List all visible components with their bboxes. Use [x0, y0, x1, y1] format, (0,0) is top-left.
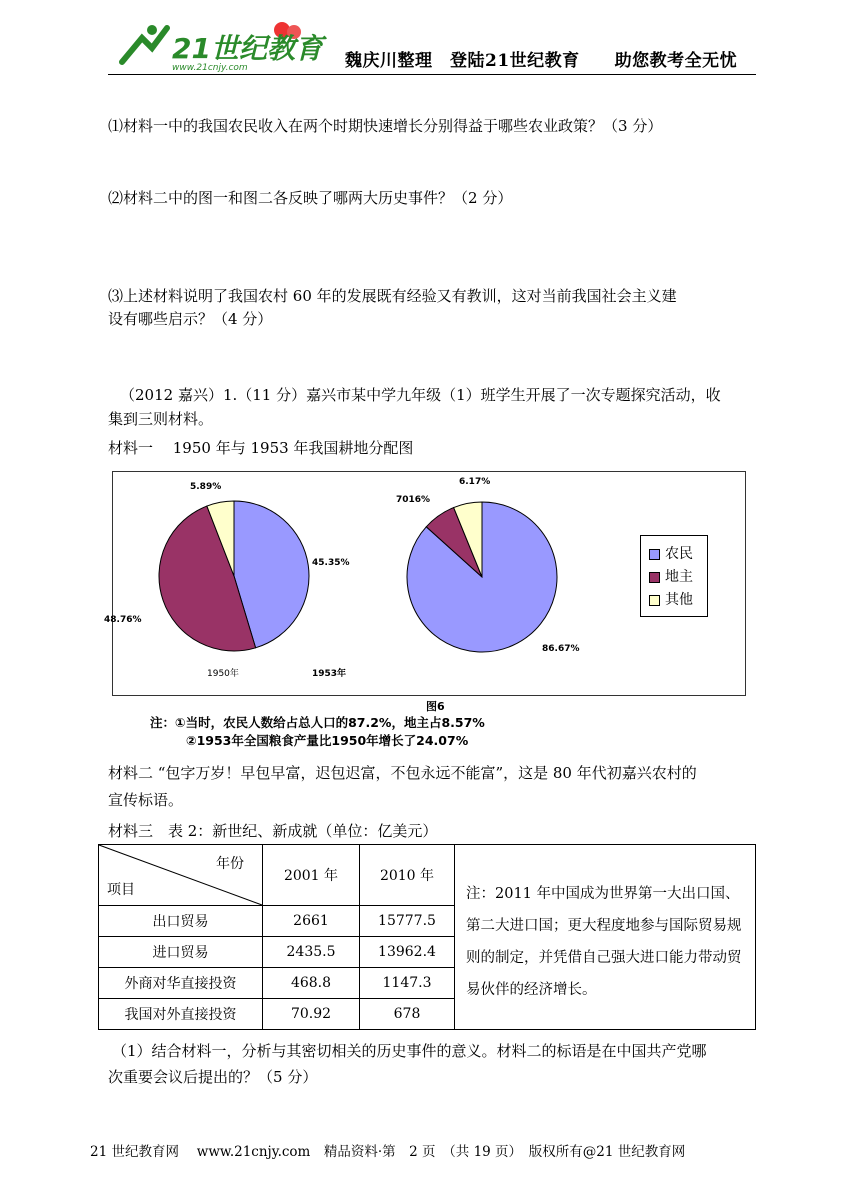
data-label-farmer: 45.35%: [312, 558, 350, 568]
row-item: 我国对外直接投资: [99, 999, 263, 1030]
row-value-2010: 1147.3: [360, 968, 455, 999]
data-label-other: 5.89%: [190, 482, 222, 492]
table-header-2010: 2010 年: [360, 845, 455, 906]
svg-text:www.21cnjy.com: www.21cnjy.com: [172, 63, 248, 73]
material2-line2: 宣传标语。: [108, 791, 184, 809]
question-1: ⑴材料一中的我国农民收入在两个时期快速增长分别得益于哪些农业政策？（3 分）: [108, 117, 663, 135]
row-value-2010: 13962.4: [360, 937, 455, 968]
pie-1953: [396, 477, 580, 654]
question1-line2: 次重要会议后提出的？（5 分）: [108, 1068, 318, 1086]
legend-swatch-landlord: [649, 572, 660, 583]
svg-text:21世纪教育: 21世纪教育: [172, 32, 323, 65]
question-3-line1: ⑶上述材料说明了我国农村 60 年的发展既有经验又有教训，这对当前我国社会主义建: [108, 287, 677, 305]
question1-line1: （1）结合材料一，分析与其密切相关的历史事件的意义。材料二的标语是在中国共产党哪: [112, 1042, 707, 1060]
legend-item-landlord: 地主: [649, 567, 693, 587]
row-value-2001: 70.92: [263, 999, 360, 1030]
header-tagline: 魏庆川整理 登陆21世纪教育 助您教考全无忧: [345, 51, 738, 71]
legend-swatch-farmer: [649, 549, 660, 560]
row-value-2001: 2435.5: [263, 937, 360, 968]
chart-legend: [640, 535, 708, 617]
question-3-line2: 设有哪些启示？（4 分）: [108, 310, 273, 328]
row-item: 外商对华直接投资: [99, 968, 263, 999]
legend-item-farmer: 农民: [649, 544, 693, 564]
legend-swatch-other: [649, 595, 660, 606]
pie-1950: [104, 482, 350, 651]
data-label-landlord: 48.76%: [104, 615, 142, 625]
row-value-2001: 2661: [263, 906, 360, 937]
figure-label: 图6: [426, 700, 445, 713]
chart-note-2: ②1953年全国粮食产量比1950年增长了24.07%: [186, 733, 469, 748]
chart-note-1: 注：①当时，农民人数给占总人口的87.2%，地主占8.57%: [150, 715, 485, 730]
corner-label-item: 项目: [107, 882, 135, 898]
page-footer: 21 世纪教育网 www.21cnjy.com 精品资料·第 2 页 （共 19 页） 版权所有@21 世纪教育网: [90, 1144, 686, 1160]
header-divider: [108, 74, 756, 75]
table-header-2001: 2001 年: [263, 845, 360, 906]
data-label-farmer: 86.67%: [542, 644, 580, 654]
problem-intro-line1: （2012 嘉兴）1.（11 分）嘉兴市某中学九年级（1）班学生开展了一次专题探究活动，收: [120, 386, 721, 404]
data-label-other: 6.17%: [459, 477, 491, 487]
corner-label-year: 年份: [216, 856, 244, 872]
data-label-landlord: 7016%: [396, 495, 431, 505]
material2-line1: 材料二 “包字万岁！早包早富，迟包迟富，不包永远不能富”，这是 80 年代初嘉兴农村的: [108, 764, 697, 782]
row-value-2010: 15777.5: [360, 906, 455, 937]
question-2: ⑵材料二中的图一和图二各反映了哪两大历史事件？（2 分）: [108, 189, 513, 207]
row-value-2010: 678: [360, 999, 455, 1030]
table-note: 注：2011 年中国成为世界第一大出口国、第二大进口国；更大程度地参与国际贸易规则的制定，并凭借自己强大进口能力带动贸易伙伴的经济增长。: [466, 886, 742, 998]
material1-title: 材料一 1950 年与 1953 年我国耕地分配图: [108, 439, 414, 457]
table-corner-cell: [99, 845, 263, 906]
problem-intro-line2: 集到三则材料。: [108, 410, 214, 428]
pie-caption-1953: 1953年: [312, 669, 347, 679]
material3-title: 材料三 表 2：新世纪、新成就（单位：亿美元）: [108, 822, 438, 840]
row-item: 出口贸易: [99, 906, 263, 937]
row-value-2001: 468.8: [263, 968, 360, 999]
site-logo: [112, 18, 323, 74]
pie-caption-1950: 1950年: [207, 669, 239, 679]
legend-item-other: 其他: [649, 590, 693, 610]
row-item: 进口贸易: [99, 937, 263, 968]
